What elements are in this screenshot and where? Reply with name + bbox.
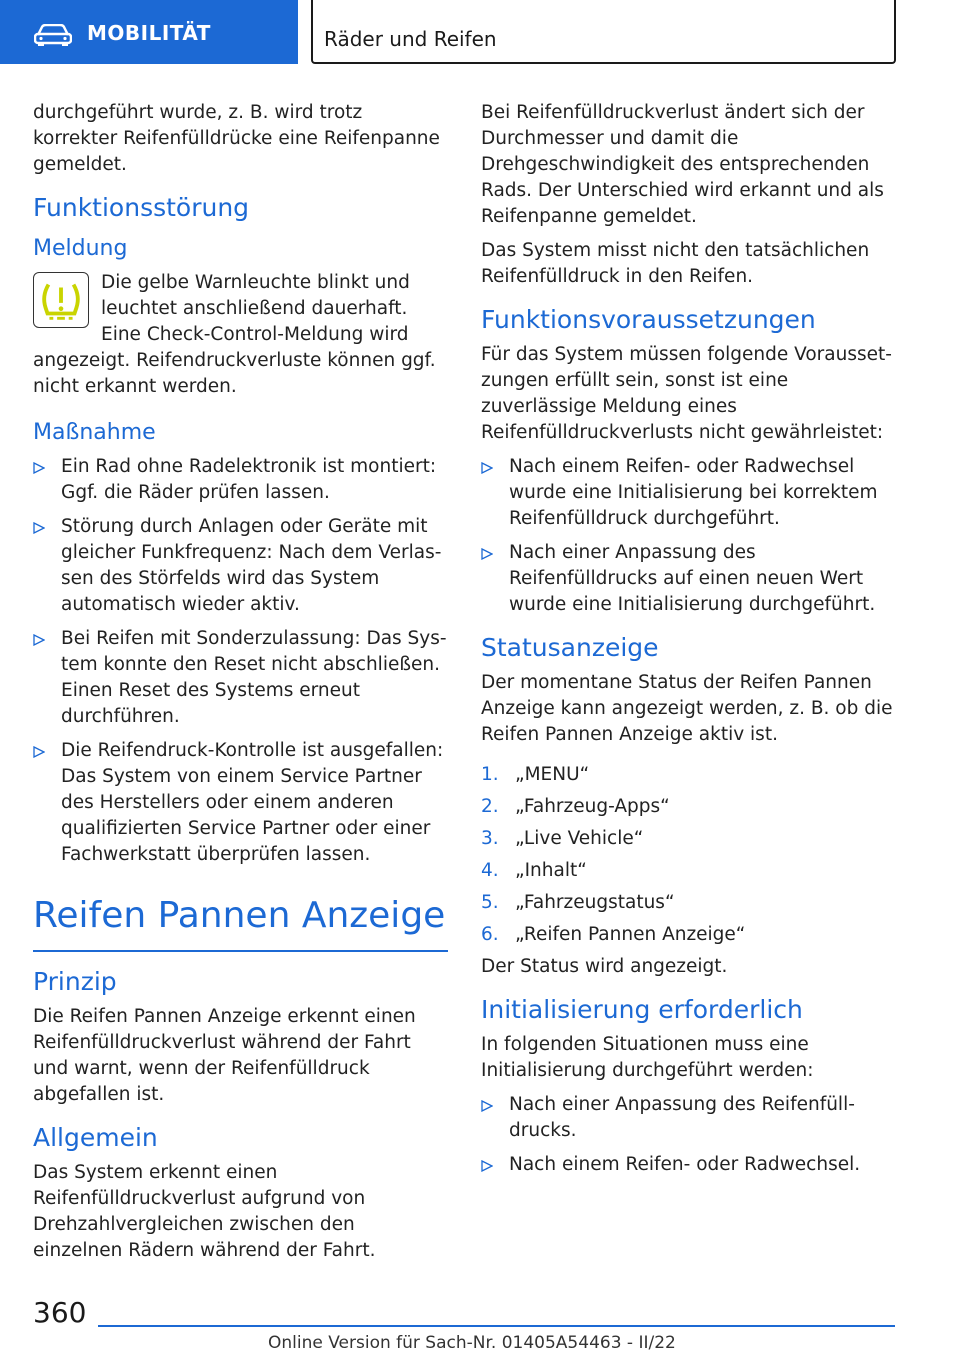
chapter-title: Räder und Reifen: [324, 27, 497, 51]
meldung-block: [33, 270, 448, 400]
list-item: Nach einem Reifen- oder Radwechsel.: [481, 1152, 896, 1178]
paragraph-1: Bei Reifenfülldruckverlust ändert sich der Durchmesser und damit die Drehgeschwindigkeit des entsprechenden Rads. Der Unterschied wird erkannt und als Reifenpanne gemeldet.: [481, 102, 884, 227]
allgemein-text: Das System erkennt einen Reifenfülldruckverlust aufgrund von Drehzahlvergleichen zwischen den einzelnen Rädern während der Fahrt.: [33, 1162, 376, 1261]
footer-divider: [98, 1325, 895, 1327]
list-item: Ein Rad ohne Radelektronik ist montiert: Ggf. die Räder prüfen lassen.: [33, 454, 448, 506]
right-column: [481, 100, 896, 1186]
list-item: 3. „Live Vehicle“: [481, 828, 644, 849]
prinzip-text: Die Reifen Pannen Anzeige erkennt einen Reifenfülldruckverlust während der Fahrt und warnt, wenn der Reifenfülldruck abgefallen ist.: [33, 1006, 416, 1105]
list-item: 6. „Reifen Pannen Anzeige“: [481, 924, 746, 945]
status-text: Der momentane Status der Reifen Pannen Anzeige kann angezeigt werden, z. B. ob die Reifen Pannen Anzeige aktiv ist.: [481, 672, 893, 745]
list-item: Störung durch Anlagen oder Geräte mit gleicher Funkfrequenz: Nach dem Verlassen des Störfelds wird das System automatisch wieder aktiv.: [33, 514, 448, 618]
left-column: [33, 100, 448, 1272]
footer-version: Online Version für Sach-Nr. 01405A54463 - II/22: [268, 1333, 676, 1353]
heading-funktionsvoraussetzungen: Funktionsvoraussetzungen: [481, 305, 816, 334]
status-steps: [481, 762, 896, 948]
heading-reifen-pannen-anzeige: Reifen Pannen Anzeige: [33, 894, 448, 952]
triangle-bullet-icon: [33, 522, 45, 534]
heading-massnahme: Maßnahme: [33, 420, 156, 445]
heading-prinzip: Prinzip: [33, 967, 117, 996]
triangle-bullet-icon: [33, 634, 45, 646]
massnahme-list: [33, 454, 448, 868]
fv-text: Für das System müssen folgende Voraussetzungen erfüllt sein, sonst ist eine zuverlässige Meldung eines Reifenfülldruckverlusts nicht gewährleistet:: [481, 344, 892, 443]
heading-meldung: Meldung: [33, 236, 128, 261]
list-item: 5. „Fahrzeugstatus“: [481, 892, 675, 913]
list-item: Nach einer Anpassung des Reifenfülldrucks.: [481, 1092, 896, 1144]
section-label: MOBILITÄT: [87, 21, 211, 45]
heading-statusanzeige: Statusanzeige: [481, 633, 659, 662]
fv-list: [481, 454, 896, 618]
list-item: Nach einem Reifen- oder Radwechsel wurde eine Initialisierung bei korrektem Reifenfülldruck durchgeführt.: [481, 454, 896, 532]
list-item: Bei Reifen mit Sonderzulassung: Das System konnte den Reset nicht abschließen. Einen Reset des Systems erneut durchführen.: [33, 626, 448, 730]
heading-allgemein: Allgemein: [33, 1123, 158, 1152]
status-done-text: Der Status wird angezeigt.: [481, 956, 728, 977]
triangle-bullet-icon: [481, 1160, 493, 1172]
init-list: [481, 1092, 896, 1178]
list-item: 2. „Fahrzeug-Apps“: [481, 796, 670, 817]
page-number: 360: [33, 1296, 87, 1329]
list-item: Die Reifendruck-Kontrolle ist ausgefallen: Das System von einem Service Partner des Herstellers oder einem anderen qualifizierten Service Partner oder einer Fachwerkstatt überprüfen lassen.: [33, 738, 448, 868]
intro-paragraph: durchgeführt wurde, z. B. wird trotz korrekter Reifenfülldrücke eine Reifenpanne gemeldet.: [33, 102, 440, 175]
heading-initialisierung: Initialisierung erforderlich: [481, 995, 803, 1024]
triangle-bullet-icon: [33, 746, 45, 758]
meldung-text: Die gelbe Warnleuchte blinkt und leuchtet anschließend dauerhaft. Eine Check-Control-Meldung wird angezeigt. Reifendruckverluste können ggf. nicht erkannt werden.: [33, 272, 436, 397]
list-item: 1. „MENU“: [481, 764, 590, 785]
triangle-bullet-icon: [33, 462, 45, 474]
car-icon: [34, 24, 72, 46]
heading-funktionsstoerung: Funktionsstörung: [33, 193, 250, 222]
triangle-bullet-icon: [481, 462, 493, 474]
init-text: In folgenden Situationen muss eine Initialisierung durchgeführt werden:: [481, 1034, 814, 1081]
triangle-bullet-icon: [481, 548, 493, 560]
list-item: 4. „Inhalt“: [481, 860, 587, 881]
list-item: Nach einer Anpassung des Reifenfülldrucks auf einen neuen Wert wurde eine Initialisierung durchgeführt.: [481, 540, 896, 618]
tire-pressure-warning-icon: [33, 272, 89, 328]
triangle-bullet-icon: [481, 1100, 493, 1112]
paragraph-2: Das System misst nicht den tatsächlichen Reifenfülldruck in den Reifen.: [481, 240, 870, 287]
